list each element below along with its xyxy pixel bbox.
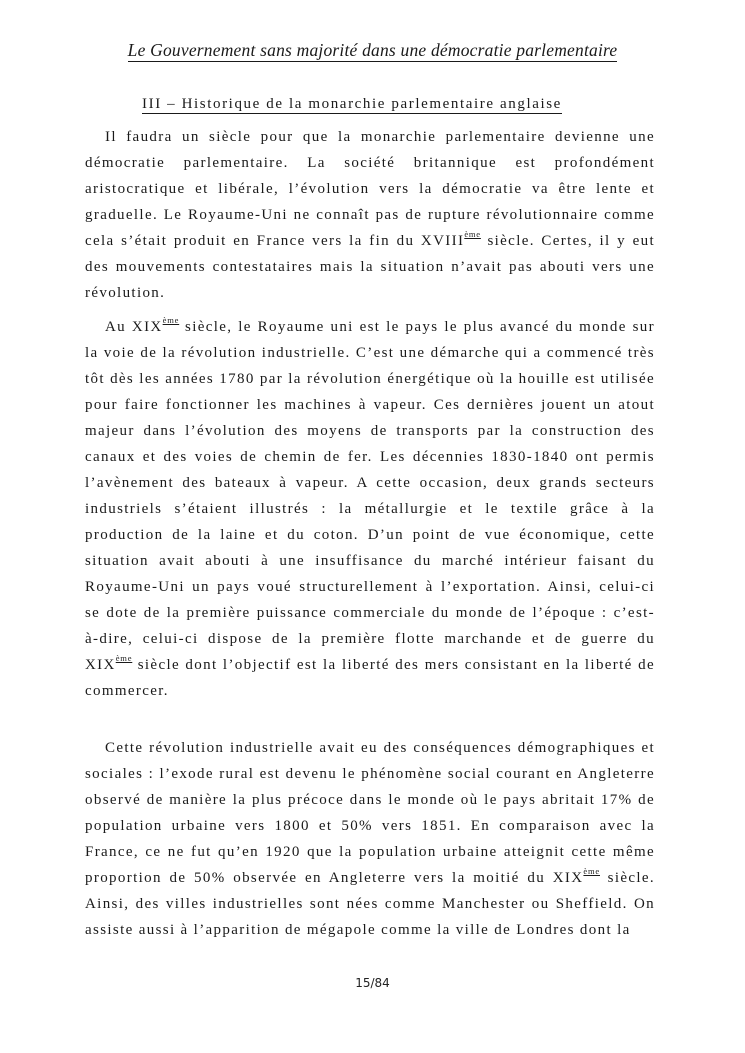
section-heading [142, 96, 562, 113]
paragraph-2-text-c: siècle dont l’objectif est la liberté des mers consistant en la liberté de commercer. [85, 657, 655, 699]
paragraph-3-text-a: Cette révolution industrielle avait eu des conséquences démographiques et sociales : l’exode rural est devenu le phénomène social courant en Angleterre observé de manière la plus précoce dans le monde où le pays abritait 17% de population urbaine vers 1800 et 50% vers 1851. En comparaison avec la France, ce ne fut qu’en 1920 que la population urbaine atteignit cette même proportion de 50% observée en Angleterre vers la moitié du XIX [85, 740, 655, 886]
paragraph-2-text-b: siècle, le Royaume uni est le pays le plus avancé du monde sur la voie de la révolution industrielle. C’est une démarche qui a commencé très tôt dès les années 1780 par la révolution énergétique où la houille est utilisée pour faire fonctionner les machines à vapeur. Ces dernières jouent un atout majeur dans l’évolution des moyens de transports par la construction des canaux et des voies de chemin de fer. Les décennies 1830-1840 ont permis l’avènement des bateaux à vapeur. A cette occasion, deux grands secteurs industriels s’étaient illustrés : la métallurgie et le textile grâce à la production de la laine et du coton. D’un point de vue économique, cette situation avait abouti à une insuffisance du marché intérieur faisant du Royaume-Uni un pays voué structurellement à l’exportation. Ainsi, celui-ci se dote de la première puissance commerciale du monde de l’époque : c’est-à-dire, celui-ci dispose de la première flotte marchande et de guerre du XIX [85, 319, 656, 673]
ordinal-superscript: ème [583, 866, 600, 876]
ordinal-superscript: ème [162, 315, 180, 325]
paragraph-3 [85, 735, 655, 943]
ordinal-superscript: ème [464, 229, 481, 239]
running-header [0, 40, 745, 61]
paragraph-3-text-b: siècle. Ainsi, des villes industrielles sont nées comme Manchester ou Sheffield. On assiste aussi à l’apparition de mégapole comme la ville de Londres dont la [85, 870, 655, 938]
ordinal-superscript: ème [115, 653, 133, 663]
paragraph-2 [85, 314, 655, 704]
paragraph-1-text-b: siècle. Certes, il y eut des mouvements contestataires mais la situation n’avait pas abouti vers une révolution. [85, 233, 655, 301]
page-number: 15/84 [355, 976, 390, 990]
paragraph-2-text-a: Au XIX [105, 319, 163, 335]
section-heading-text: III – Historique de la monarchie parlementaire anglaise [142, 96, 562, 112]
paragraph-1-text-a: Il faudra un siècle pour que la monarchie parlementaire devienne une démocratie parlementaire. La société britannique est profondément aristocratique et libérale, l’évolution vers la démocratie va être lente et graduelle. Le Royaume-Uni ne connaît pas de rupture révolutionnaire comme cela s’était produit en France vers la fin du XVIII [85, 129, 655, 249]
running-header-title: Le Gouvernement sans majorité dans une démocratie parlementaire [127, 40, 618, 60]
paragraph-1 [85, 124, 655, 306]
